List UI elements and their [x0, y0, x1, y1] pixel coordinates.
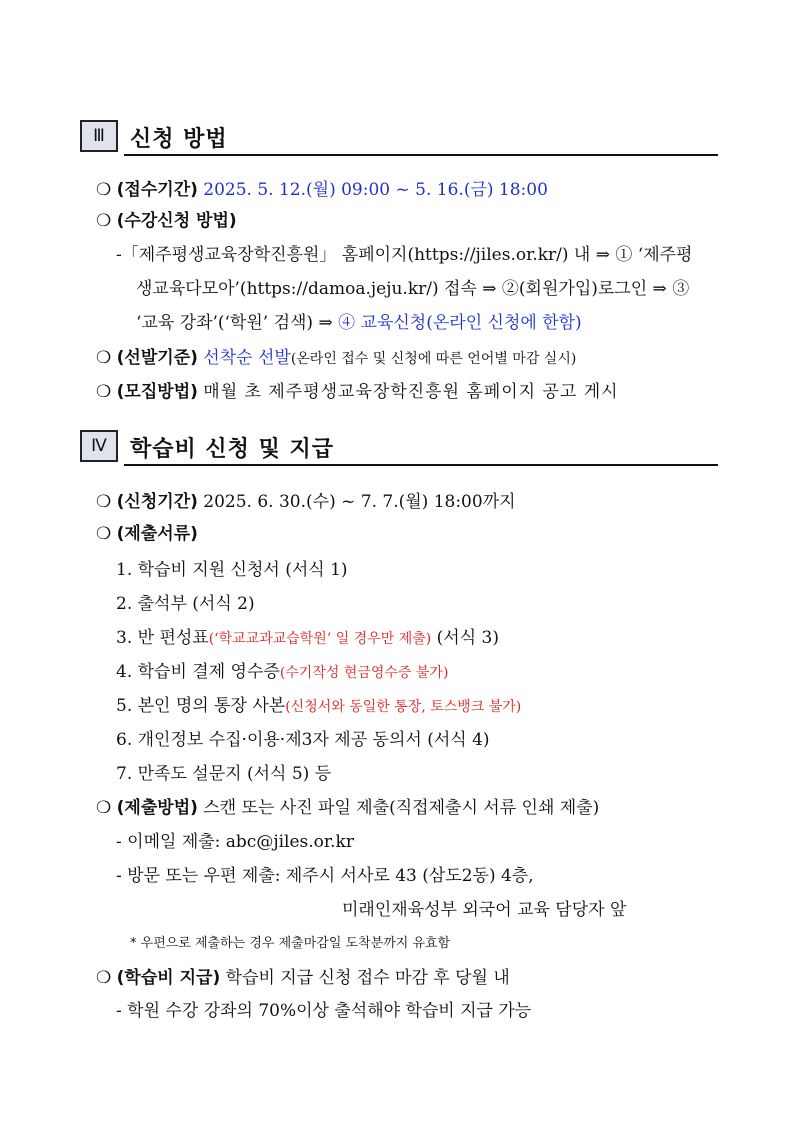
bullet-icon: ❍ [96, 382, 112, 402]
method-line-1: -「제주평생교육장학진흥원」 홈페이지(https://jiles.or.kr/) 내 ⇒ ① ‘제주평 [116, 245, 693, 265]
section-4-header [80, 430, 718, 464]
bullet-icon: ❍ [96, 968, 112, 988]
document-red-note: (신청서와 동일한 통장, 토스뱅크 불가) [285, 699, 522, 715]
bullet-icon: ❍ [96, 211, 112, 231]
document-text: 2. 출석부 (서식 2) [116, 594, 255, 614]
section-title: 신청 방법 [130, 127, 228, 152]
item-label: (제출방법) [116, 798, 198, 818]
submit-visit: - 방문 또는 우편 제출: 제주시 서사로 43 (삼도2동) 4층, [116, 866, 534, 886]
document-text: 4. 학습비 결제 영수증 [116, 662, 280, 682]
item-value: 2025. 5. 12.(월) 09:00 ~ 5. 16.(금) 18:00 [203, 180, 548, 200]
item-value: 선착순 선발 [203, 348, 291, 368]
item-value: 스캔 또는 사진 파일 제출(직접제출시 서류 인쇄 제출) [203, 798, 600, 818]
item-value: 2025. 6. 30.(수) ~ 7. 7.(월) 18:00까지 [203, 492, 516, 512]
submit-method-item [96, 793, 599, 818]
section-underline [124, 464, 718, 466]
item-label: (모집방법) [116, 382, 198, 402]
section-3-header [80, 120, 718, 154]
document-entry [116, 589, 255, 614]
document-after: (서식 3) [431, 628, 499, 648]
bullet-icon: ❍ [96, 492, 112, 512]
section-title: 학습비 신청 및 지급 [130, 437, 334, 462]
payment-item [96, 963, 510, 988]
bullet-icon: ❍ [96, 798, 112, 818]
documents-item [96, 519, 198, 544]
recruit-item [96, 377, 619, 402]
method-line-2: 생교육다모아’(https://damoa.jeju.kr/) 접속 ⇒ ②(회원가입)로그인 ⇒ ③ [136, 279, 690, 299]
apply-period-item [96, 487, 516, 512]
item-value: 매월 초 제주평생교육장학진흥원 홈페이지 공고 게시 [203, 382, 619, 402]
submit-visit-recipient: 미래인재육성부 외국어 교육 담당자 앞 [342, 900, 627, 920]
section-number-box: Ⅳ [80, 430, 118, 462]
section-number-box: Ⅲ [80, 120, 118, 152]
document-text: 6. 개인정보 수집·이용·제3자 제공 동의서 (서식 4) [116, 730, 490, 750]
document-text: 1. 학습비 지원 신청서 (서식 1) [116, 560, 348, 580]
selection-item [96, 343, 576, 368]
document-entry [116, 691, 521, 716]
method-line-3 [136, 308, 582, 333]
document-red-note: (수기작성 현금영수증 불가) [279, 665, 449, 681]
document-text: 7. 만족도 설문지 (서식 5) 등 [116, 764, 332, 784]
document-red-note: (‘학교교과교습학원’ 일 경우만 제출) [208, 631, 432, 647]
section-underline [124, 154, 718, 156]
submit-email: - 이메일 제출: abc@jiles.or.kr [116, 832, 354, 852]
document-entry [116, 555, 348, 580]
document-text: 5. 본인 명의 통장 사본 [116, 696, 286, 716]
document-entry [116, 623, 499, 648]
item-label: (수강신청 방법) [116, 211, 237, 231]
document-entry [116, 725, 490, 750]
apply-period-item [96, 175, 548, 200]
item-label: (제출서류) [116, 524, 198, 544]
document-entry [116, 657, 448, 682]
item-label: (신청기간) [116, 492, 198, 512]
bullet-icon: ❍ [96, 348, 112, 368]
document-text: 3. 반 편성표 [116, 628, 209, 648]
method-item [96, 206, 237, 231]
method-line-3-text: ‘교육 강좌’(‘학원’ 검색) ⇒ [136, 313, 339, 333]
submit-note: * 우편으로 제출하는 경우 제출마감일 도착분까지 유효함 [130, 936, 451, 951]
item-label: (학습비 지급) [116, 968, 221, 988]
item-value: 학습비 지급 신청 접수 마감 후 당월 내 [225, 968, 510, 988]
document-entry [116, 759, 331, 784]
payment-note: - 학원 수강 강좌의 70%이상 출석해야 학습비 지급 가능 [116, 1001, 532, 1021]
item-label: (접수기간) [116, 180, 198, 200]
bullet-icon: ❍ [96, 524, 112, 544]
item-note: (온라인 접수 및 신청에 따른 언어별 마감 실시) [290, 351, 577, 367]
bullet-icon: ❍ [96, 180, 112, 200]
method-line-3-highlight: ④ 교육신청(온라인 신청에 한함) [338, 313, 582, 333]
item-label: (선발기준) [116, 348, 198, 368]
